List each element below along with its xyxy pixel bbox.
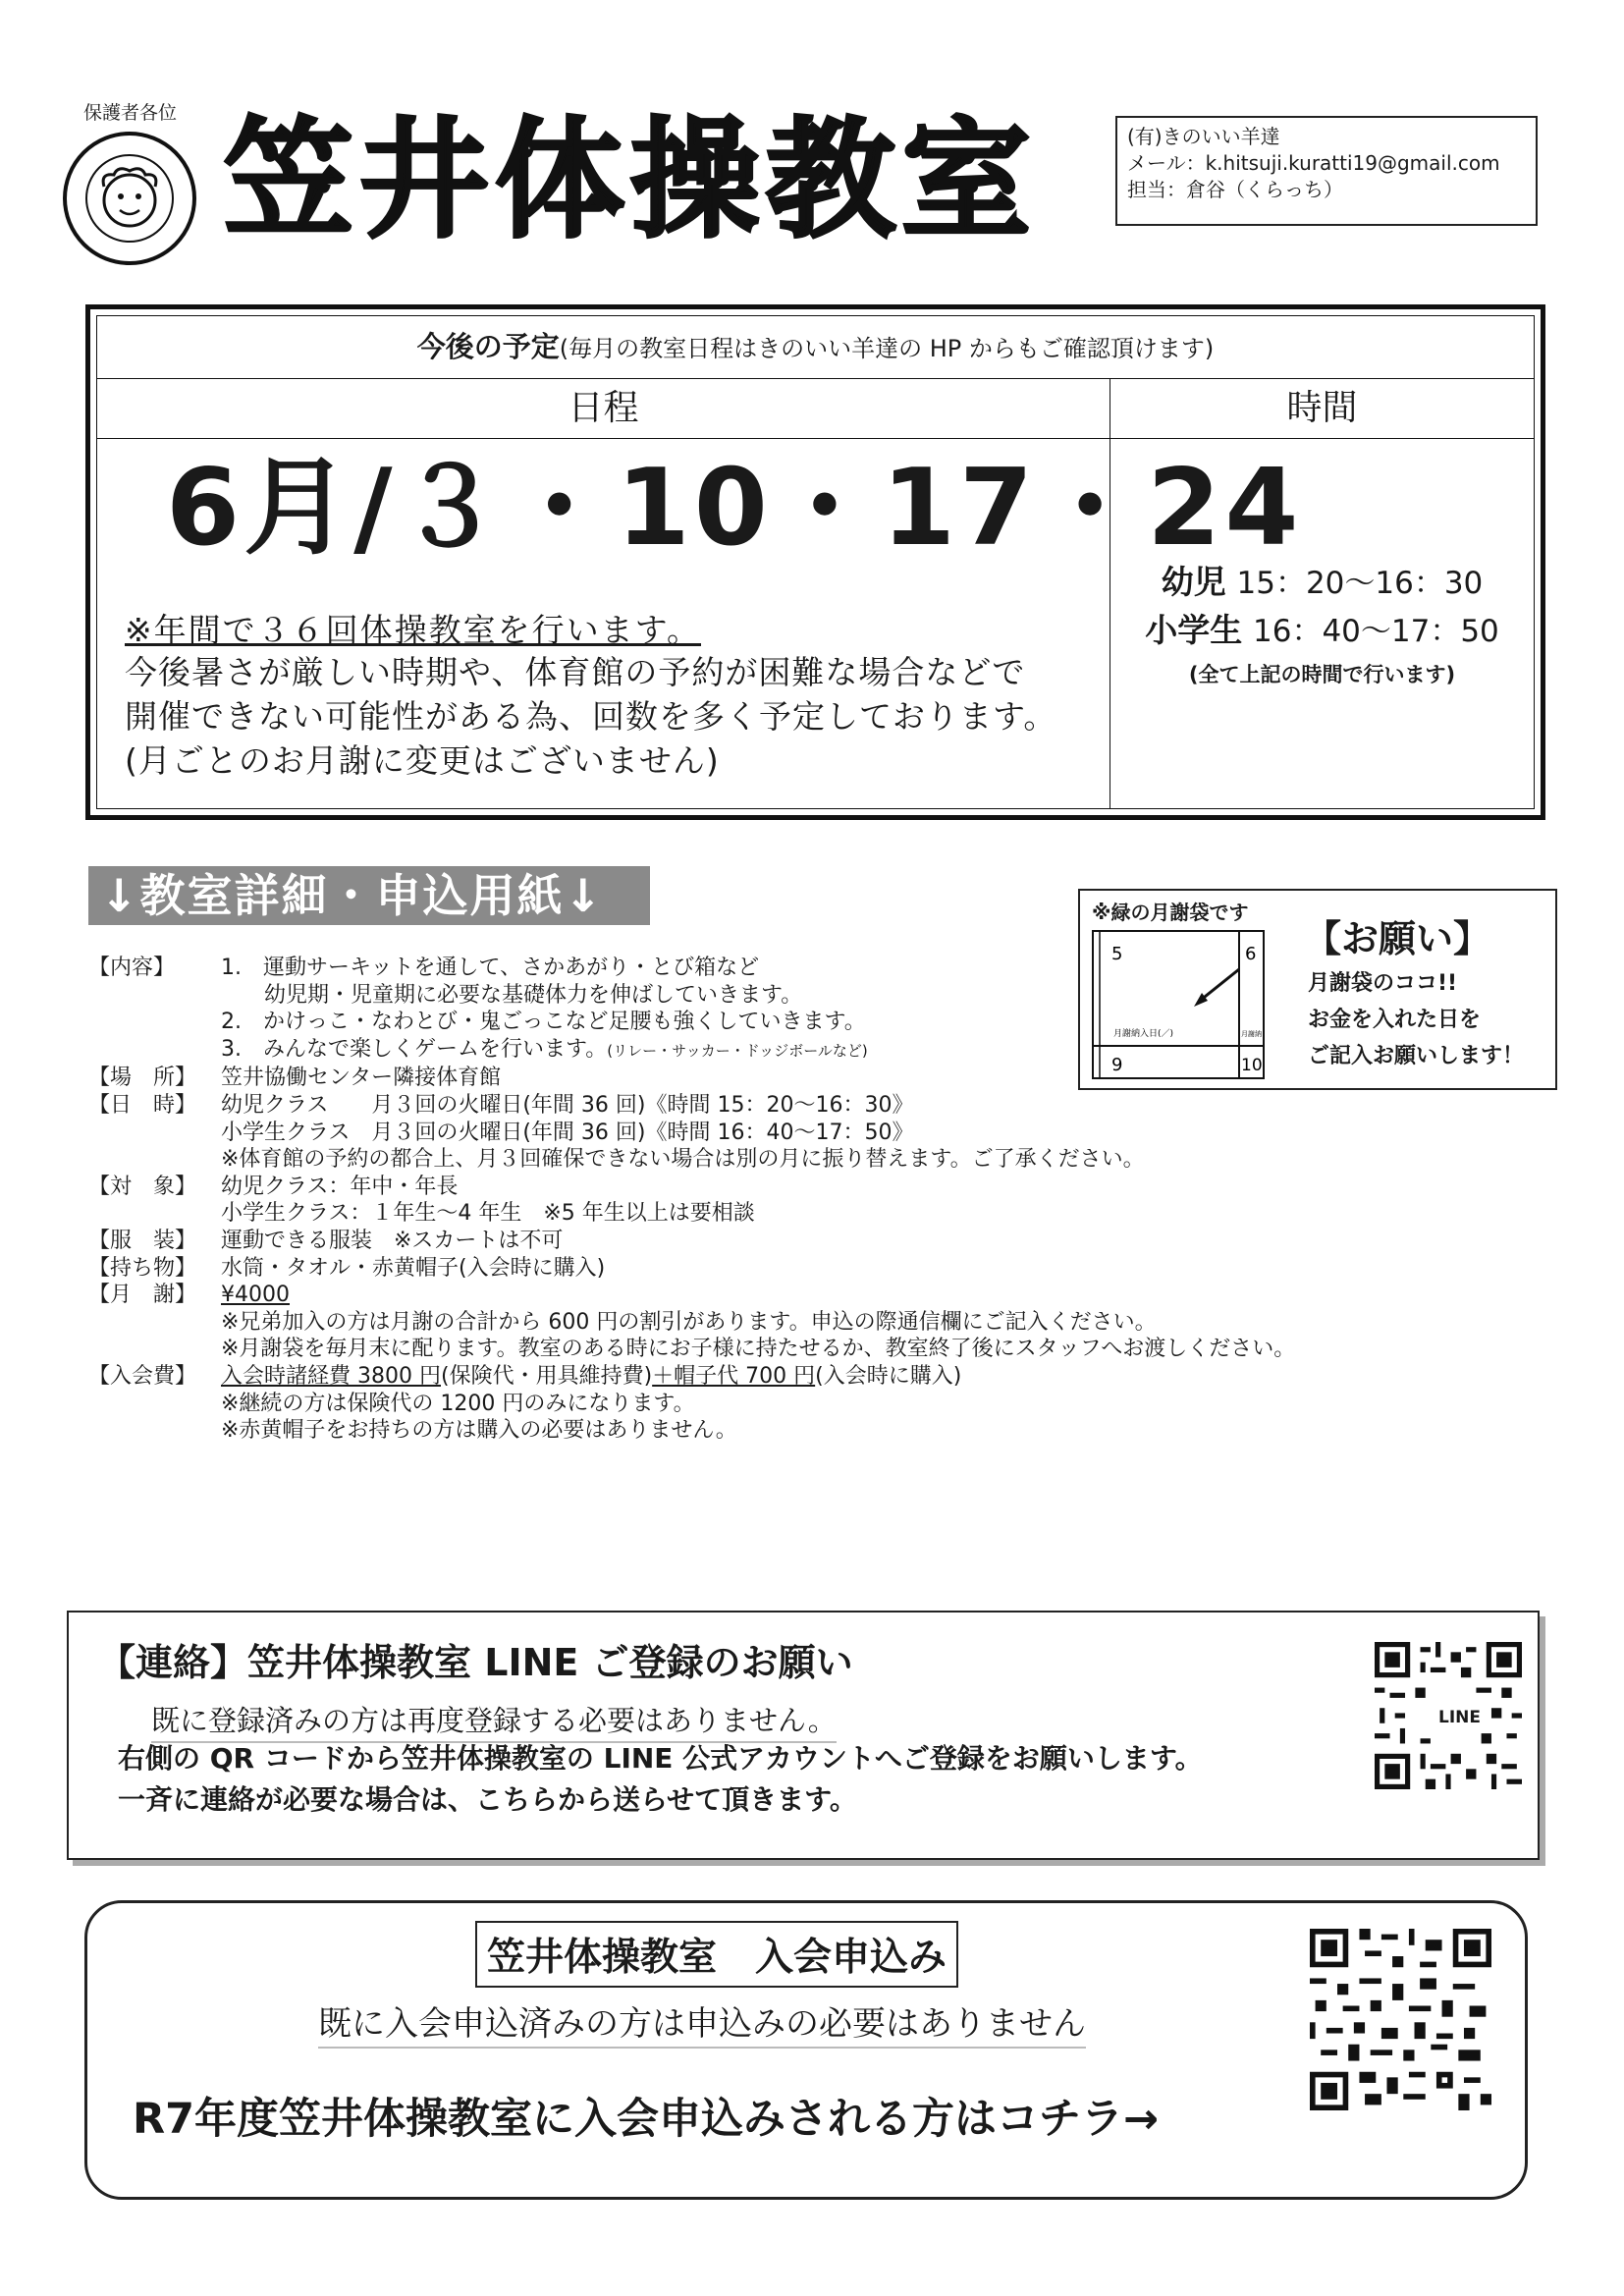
line-text-2: 右側の QR コードから笠井体操教室の LINE 公式アカウントへご登録をお願いします。 bbox=[118, 1742, 1203, 1775]
date-line: 小学生クラス 月３回の火曜日(年間 36 回)《時間 16：40〜17：50》 bbox=[221, 1120, 914, 1145]
bag-title: 【お願い】 bbox=[1304, 917, 1491, 960]
schedule-note-line: 開催できない可能性がある為、回数を多く予定しております。 bbox=[125, 697, 1057, 736]
bag-label: ※緑の月謝袋です bbox=[1092, 901, 1249, 924]
place-value: 笠井協働センター隣接体育館 bbox=[221, 1066, 502, 1091]
content-note: (リレー・サッカー・ドッジボールなど) bbox=[607, 1041, 868, 1060]
bag-cell-9: 9 bbox=[1111, 1055, 1123, 1075]
application-box bbox=[84, 1900, 1528, 2200]
company-name: (有)きのいい羊達 bbox=[1127, 125, 1280, 148]
entry-hat-cost: ＋帽子代 700 円 bbox=[652, 1363, 816, 1389]
time-row-infant bbox=[1162, 559, 1484, 607]
time-note: (全て上記の時間で行います) bbox=[1188, 663, 1456, 686]
schedule-heading-text: 今後の予定 bbox=[416, 330, 560, 363]
line-text-1: 既に登録済みの方は再度登録する必要はありません。 bbox=[151, 1699, 837, 1743]
application-subtitle: 既に入会申込済みの方は申込みの必要はありません bbox=[318, 1996, 1086, 2049]
target-label: 【対 象】 bbox=[88, 1174, 197, 1199]
place-label: 【場 所】 bbox=[88, 1066, 197, 1091]
col-dates: 日程 bbox=[97, 379, 1110, 439]
details-list bbox=[88, 955, 1551, 1445]
date-line: ※体育館の予約の都合上、月３回確保できない場合は別の月に振り替えます。ご了承ください。 bbox=[221, 1147, 1145, 1173]
entry-note: ※継続の方は保険代の 1200 円のみになります。 bbox=[221, 1391, 695, 1416]
content-line: 2. かけっこ・なわとび・鬼ごっこなど足腰も強くしていきます。 bbox=[221, 1010, 866, 1035]
entry-hat-note: (入会時に購入) bbox=[815, 1363, 962, 1389]
application-qr-code-icon[interactable] bbox=[1310, 1929, 1491, 2110]
fee-value: ¥4000 bbox=[221, 1283, 290, 1308]
time-row-elementary bbox=[1145, 607, 1499, 655]
bag-text-line: 月謝袋のココ!! bbox=[1308, 971, 1458, 996]
bag-cell-text-2: 月謝納 bbox=[1241, 1030, 1262, 1038]
time-label: 小学生 bbox=[1145, 611, 1243, 649]
schedule-note-line: (月ごとのお月謝に変更はございません) bbox=[125, 741, 720, 780]
schedule-table bbox=[85, 304, 1545, 820]
time-list bbox=[1110, 439, 1534, 808]
contact-box bbox=[1115, 116, 1538, 226]
sheep-logo bbox=[61, 130, 198, 267]
date-line: 幼児クラス 月３回の火曜日(年間 36 回)《時間 15：20〜16：30》 bbox=[221, 1092, 914, 1118]
line-title: 【連絡】笠井体操教室 LINE ご登録のお願い bbox=[98, 1641, 853, 1684]
time-label: 幼児 bbox=[1161, 563, 1226, 601]
bag-text-line: お金を入れた日を bbox=[1308, 1008, 1482, 1032]
items-label: 【持ち物】 bbox=[88, 1255, 197, 1281]
schedule-note-line: 今後暑さが厳しい時期や、体育館の予約が困難な場合などで bbox=[125, 653, 1026, 691]
bag-cell-6: 6 bbox=[1245, 944, 1257, 964]
entry-cost: 入会時諸経費 3800 円 bbox=[221, 1363, 441, 1389]
bag-cell-10: 10 bbox=[1241, 1056, 1263, 1075]
entry-note: ※赤黄帽子をお持ちの方は購入の必要はありません。 bbox=[221, 1418, 737, 1444]
fee-note: ※兄弟加入の方は月謝の合計から 600 円の割引があります。申込の際通信欄にご記入ください。 bbox=[221, 1309, 1157, 1335]
page-title: 笠井体操教室 bbox=[224, 105, 1037, 256]
target-line: 幼児クラス：年中・年長 bbox=[221, 1174, 459, 1199]
application-link-text[interactable]: R7年度笠井体操教室に入会申込みされる方はコチラ→ bbox=[133, 2095, 1160, 2144]
date-label: 【日 時】 bbox=[88, 1092, 197, 1118]
contact-email[interactable]: メール：k.hitsuji.kuratti19@gmail.com bbox=[1127, 151, 1500, 175]
clothes-value: 運動できる服装 ※スカートは不可 bbox=[221, 1228, 564, 1253]
entry-cost-note: (保険代・用具維持費) bbox=[440, 1363, 653, 1389]
time-value: 15：20〜16：30 bbox=[1236, 566, 1484, 601]
fee-label: 【月 謝】 bbox=[88, 1283, 197, 1308]
schedule-note bbox=[125, 650, 1097, 783]
schedule-dates: 6月/３・10・17・24 bbox=[166, 447, 1303, 570]
content-line: 幼児期・児童期に必要な基礎体力を伸ばしていきます。 bbox=[221, 982, 803, 1008]
line-text-3: 一斉に連絡が必要な場合は、こちらから送らせて頂きます。 bbox=[118, 1783, 857, 1816]
schedule-heading-note: (毎月の教室日程はきのいい羊達の HP からもご確認頂けます) bbox=[559, 335, 1215, 362]
time-value: 16：40〜17：50 bbox=[1253, 614, 1499, 649]
bag-cell-text: 月謝納入日(／) bbox=[1113, 1029, 1174, 1039]
line-text-block bbox=[118, 1738, 1203, 1821]
schedule-note-underlined: ※年間で３６回体操教室を行います。 bbox=[125, 611, 702, 649]
col-time: 時間 bbox=[1110, 379, 1534, 439]
target-line: 小学生クラス：１年生〜4 年生 ※5 年生以上は要相談 bbox=[221, 1201, 755, 1227]
items-value: 水筒・タオル・赤黄帽子(入会時に購入) bbox=[221, 1255, 606, 1281]
bag-text-line: ご記入お願いします！ bbox=[1308, 1044, 1525, 1068]
entry-label: 【入会費】 bbox=[88, 1363, 197, 1389]
contact-person: 担当：倉谷（くらっち） bbox=[1127, 178, 1343, 201]
clothes-label: 【服 装】 bbox=[88, 1228, 197, 1253]
details-section-title: ↓教室詳細・申込用紙↓ bbox=[88, 866, 650, 925]
schedule-heading bbox=[97, 316, 1534, 379]
fee-note: ※月謝袋を毎月末に配ります。教室のある時にお子様に持たせるか、教室終了後にスタッフへお渡しください。 bbox=[221, 1337, 1296, 1362]
line-qr-caption: LINE bbox=[1435, 1708, 1484, 1727]
application-title: 笠井体操教室 入会申込み bbox=[475, 1921, 958, 1988]
content-line: 1. 運動サーキットを通して、さかあがり・とび箱など bbox=[221, 956, 760, 980]
content-line: 3. みんなで楽しくゲームを行います。 bbox=[221, 1036, 608, 1062]
content-label: 【内容】 bbox=[88, 956, 176, 980]
bag-cell-5: 5 bbox=[1111, 944, 1123, 964]
recipients: 保護者各位 bbox=[83, 102, 178, 124]
line-registration-box bbox=[67, 1611, 1540, 1860]
